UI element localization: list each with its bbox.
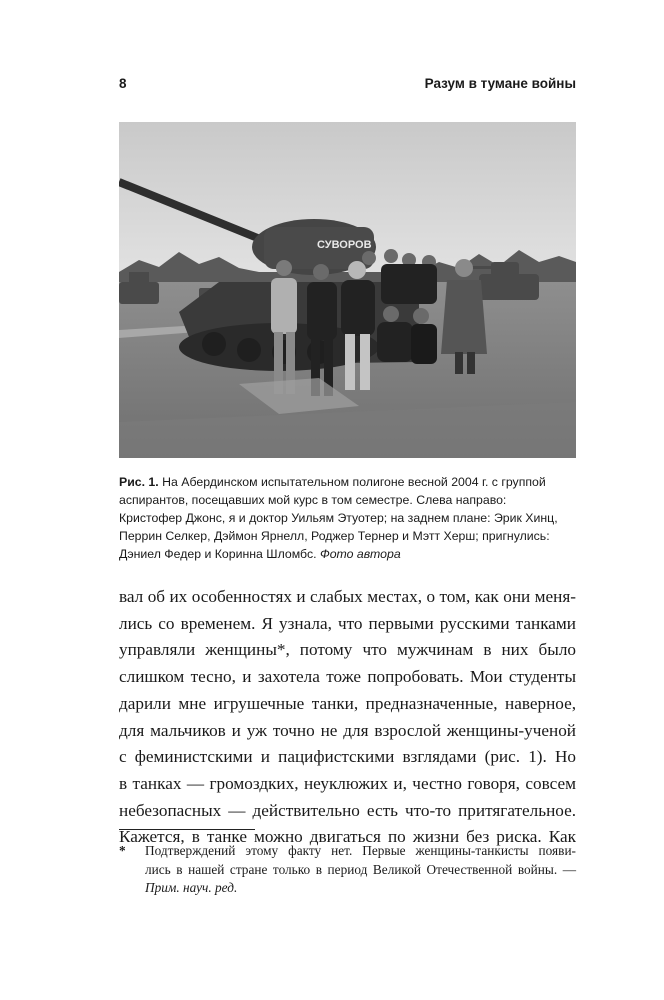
footnote-line: лись в нашей стране только в период Великой Отечественной войны. — (145, 861, 576, 877)
caption-line: Дэниел Федер и Коринна Шломбс. (119, 547, 317, 561)
footnote-line: Подтверждений этому факту нет. Первые женщины-танкисты появи- (145, 843, 576, 858)
caption-line: На Абердинском испытательном полигоне весной 2004 г. с группой (158, 475, 546, 489)
tank-group-photo (119, 122, 576, 458)
body-line: дарили мне игрушечные танки, предназначенные, наверное, (119, 693, 576, 713)
body-line: слишком тесно, и захотела тоже попробовать. Мои студенты (119, 667, 576, 687)
body-line: вал об их особенностях и слабых местах, о том, как они меня- (119, 587, 576, 606)
body-line: лись со временем. Я узнала, что первыми русскими танками (119, 613, 576, 633)
footnote-divider (119, 829, 255, 830)
caption-line: Перрин Селкер, Дэймон Ярнелл, Роджер Тернер и Мэтт Херш; пригнулись: (119, 529, 550, 543)
tank-turret-text: СУВОРОВ (317, 239, 372, 251)
body-line: управляли женщины*, потому что мужчинам в них было (119, 640, 576, 660)
figure-caption (119, 473, 579, 563)
figure-photo (119, 122, 576, 458)
footnote-editor-note: Прим. науч. ред. (145, 880, 238, 895)
body-line: Кажется, в танке можно двигаться по жизни без риска. Как (119, 827, 576, 847)
running-title: Разум в тумане войны (424, 76, 576, 91)
photo-credit: Фото автора (319, 547, 401, 561)
caption-line: Кристофер Джонс, я и доктор Уильям Этуотер; на заднем плане: Эрик Хинц, (119, 511, 558, 525)
body-line: с феминистскими и пацифистскими взглядами (рис. 1). Но (119, 747, 576, 767)
caption-label: Рис. 1. (119, 475, 159, 489)
body-line: небезопасных — действительно есть что-то притягательное. (119, 800, 576, 820)
page-number: 8 (119, 76, 127, 91)
running-header (119, 76, 576, 96)
footnote-marker: * (119, 843, 126, 858)
body-line: в танках — громоздких, неуклюжих и, честно говоря, совсем (119, 773, 576, 793)
body-text (119, 584, 576, 851)
caption-line: аспирантов, посещавших мой курс в том семестре. Слева направо: (119, 493, 507, 507)
body-line: для мальчиков и уж точно не для взрослой женщины-ученой (119, 720, 576, 740)
